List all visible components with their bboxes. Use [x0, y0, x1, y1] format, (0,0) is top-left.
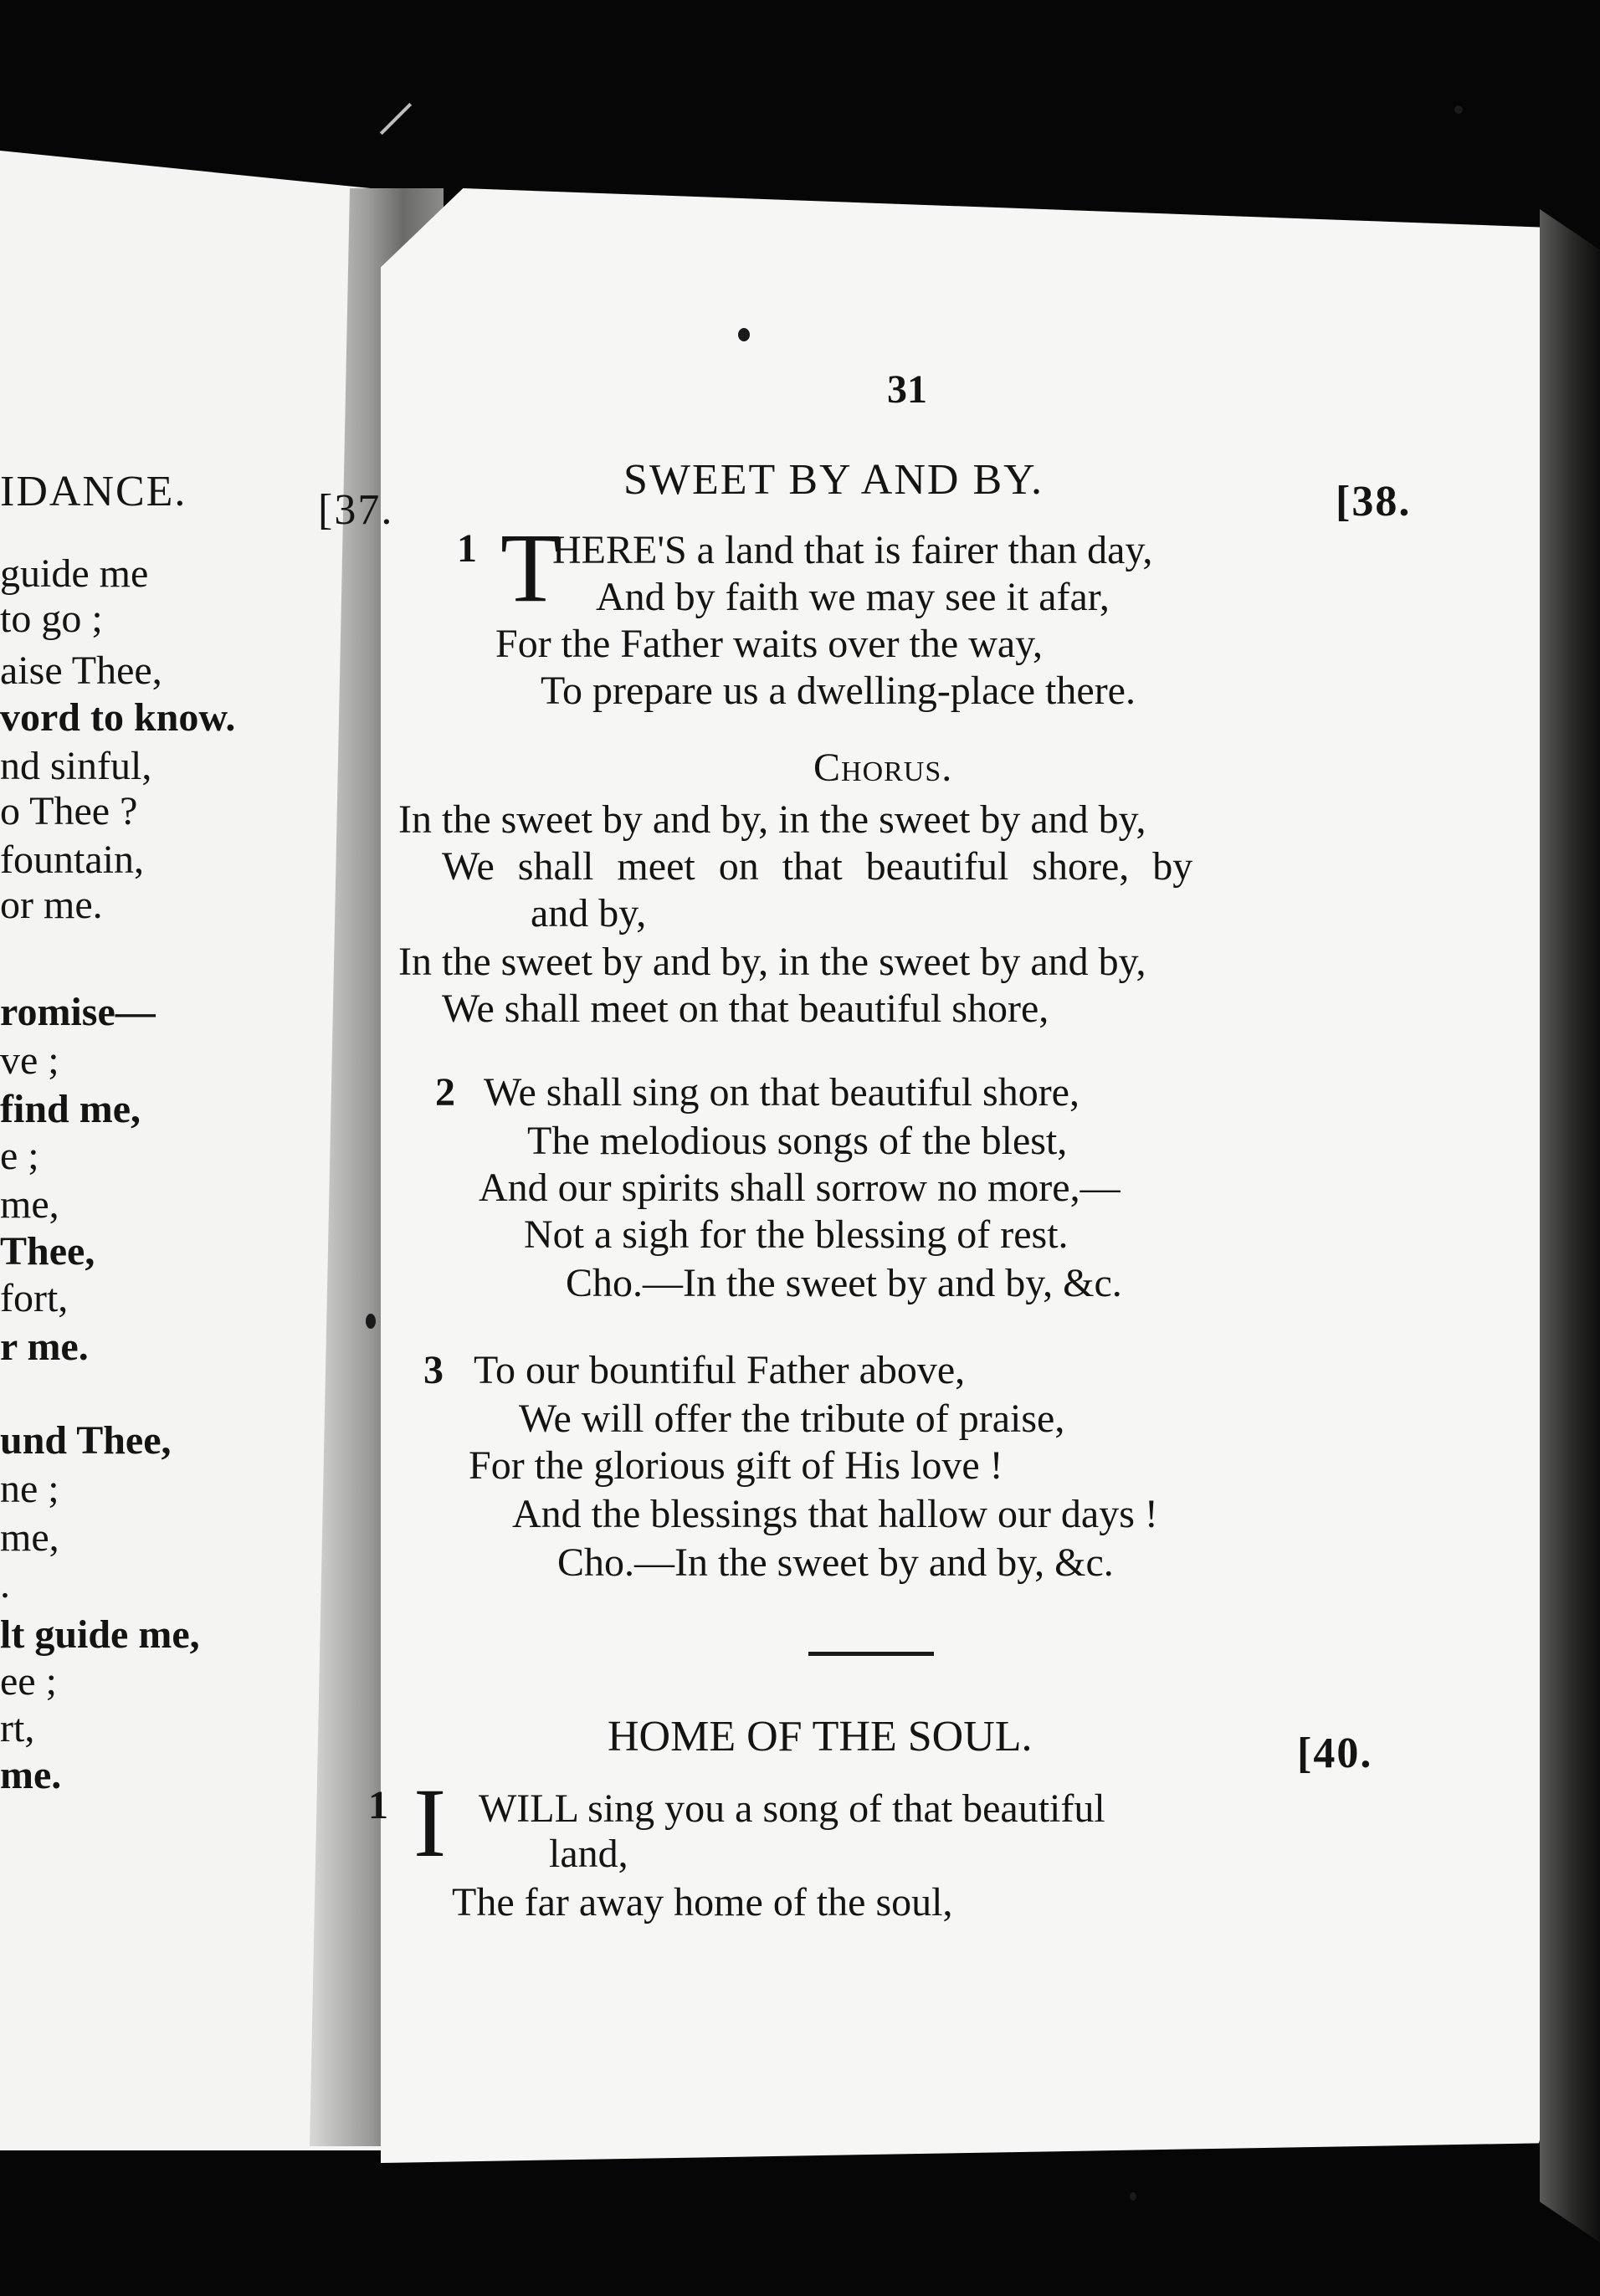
verse-line: For the Father waits over the way, — [495, 622, 1044, 666]
verse-line: land, — [549, 1832, 628, 1876]
page-edge-shadow — [1540, 209, 1600, 2242]
left-line: ne ; — [0, 1467, 59, 1511]
left-line: or me. — [0, 883, 103, 927]
left-line: Thee, — [0, 1229, 95, 1274]
verse-line: To prepare us a dwelling-place there. — [541, 669, 1136, 713]
chorus-label: Chorus. — [813, 746, 953, 790]
chorus-line: In the sweet by and by, in the sweet by and by, — [398, 797, 1146, 842]
left-line: fort, — [0, 1276, 69, 1320]
hymn-number: [40. — [1297, 1730, 1373, 1777]
page-number: 31 — [887, 367, 927, 412]
left-line: e ; — [0, 1134, 39, 1178]
left-line: und Thee, — [0, 1418, 172, 1463]
verse-line: And our spirits shall sorrow no more,— — [479, 1166, 1121, 1210]
left-line: lt guide me, — [0, 1612, 200, 1657]
chorus-line: We shall meet on that beautiful shore, by — [442, 844, 1193, 889]
left-line: to go ; — [0, 597, 103, 641]
chorus-reference: Cho.—In the sweet by and by, &c. — [557, 1540, 1114, 1585]
left-hymn-number: [37. — [318, 486, 394, 534]
left-line: guide me — [0, 551, 149, 596]
ink-speck — [1454, 105, 1463, 114]
left-line: romise— — [0, 990, 156, 1034]
verse-line: Not a sigh for the blessing of rest. — [524, 1212, 1069, 1257]
hymn-title: HOME OF THE SOUL. — [608, 1713, 1033, 1760]
left-line: me, — [0, 1515, 59, 1560]
chorus-reference: Cho.—In the sweet by and by, &c. — [566, 1261, 1122, 1305]
verse-line: WILL sing you a song of that beautiful — [479, 1786, 1105, 1831]
hymn-number: [38. — [1336, 478, 1412, 525]
chorus-line: We shall meet on that beautiful shore, — [442, 987, 1049, 1031]
drop-cap: I — [413, 1768, 447, 1878]
chorus-line: and by, — [531, 891, 647, 935]
verse-number: 1 — [457, 526, 477, 571]
ink-speck — [738, 328, 750, 341]
left-hymn-title: IDANCE. — [0, 468, 187, 515]
left-line: vord to know. — [0, 695, 236, 740]
ink-speck — [366, 1314, 376, 1329]
left-line: rt, — [0, 1706, 35, 1750]
verse-line: We will offer the tribute of praise, — [519, 1397, 1065, 1441]
left-line: ee ; — [0, 1659, 57, 1704]
drop-cap: T — [500, 513, 562, 623]
verse-number: 1 — [368, 1783, 388, 1827]
scratch-mark — [380, 103, 412, 135]
left-line: fountain, — [0, 838, 144, 882]
verse-line: The melodious songs of the blest, — [527, 1119, 1068, 1163]
left-line: o Thee ? — [0, 789, 138, 833]
left-line: ve ; — [0, 1038, 59, 1083]
verse-line: And by faith we may see it afar, — [596, 575, 1110, 619]
left-line: me, — [0, 1182, 59, 1227]
left-line: . — [0, 1562, 10, 1607]
section-divider — [808, 1652, 934, 1656]
verse-line: To our bountiful Father above, — [474, 1348, 966, 1392]
verse-line: HERE'S a land that is fairer than day, — [552, 528, 1153, 572]
chorus-line: In the sweet by and by, in the sweet by and by, — [398, 940, 1146, 984]
left-line: r me. — [0, 1325, 89, 1369]
verse-line: We shall sing on that beautiful shore, — [484, 1070, 1079, 1115]
verse-line: And the blessings that hallow our days ! — [512, 1492, 1158, 1536]
left-line: nd sinful, — [0, 744, 152, 788]
ink-speck — [1130, 2192, 1136, 2201]
left-line: aise Thee, — [0, 648, 162, 693]
verse-line: The far away home of the soul, — [452, 1880, 953, 1924]
verse-line: For the glorious gift of His love ! — [469, 1443, 1003, 1488]
verse-number: 3 — [423, 1348, 444, 1392]
hymn-title: SWEET BY AND BY. — [623, 456, 1044, 504]
verse-number: 2 — [435, 1070, 455, 1115]
left-line: me. — [0, 1753, 62, 1797]
left-line: find me, — [0, 1087, 141, 1131]
